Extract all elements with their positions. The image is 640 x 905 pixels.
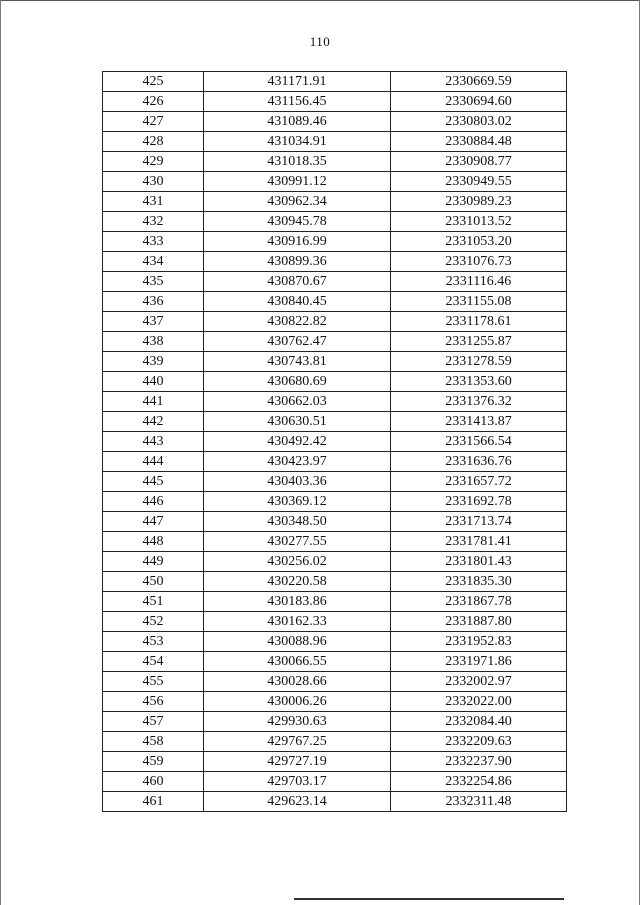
y-coordinate-cell: 2331657.72 <box>391 472 567 492</box>
point-number-cell: 429 <box>103 152 204 172</box>
point-number-cell: 447 <box>103 512 204 532</box>
table-row <box>103 192 567 212</box>
table-row <box>103 672 567 692</box>
point-number-cell: 459 <box>103 752 204 772</box>
table-row <box>103 492 567 512</box>
y-coordinate-cell: 2331255.87 <box>391 332 567 352</box>
x-coordinate-cell: 430066.55 <box>204 652 391 672</box>
point-number-cell: 431 <box>103 192 204 212</box>
table-row <box>103 112 567 132</box>
x-coordinate-cell: 430369.12 <box>204 492 391 512</box>
table-row <box>103 372 567 392</box>
point-number-cell: 426 <box>103 92 204 112</box>
table-row <box>103 612 567 632</box>
x-coordinate-cell: 430962.34 <box>204 192 391 212</box>
table-row <box>103 692 567 712</box>
x-coordinate-cell: 429727.19 <box>204 752 391 772</box>
page-edge-top <box>0 0 640 1</box>
point-number-cell: 452 <box>103 612 204 632</box>
point-number-cell: 456 <box>103 692 204 712</box>
x-coordinate-cell: 430662.03 <box>204 392 391 412</box>
y-coordinate-cell: 2331178.61 <box>391 312 567 332</box>
x-coordinate-cell: 430899.36 <box>204 252 391 272</box>
x-coordinate-cell: 430028.66 <box>204 672 391 692</box>
y-coordinate-cell: 2332209.63 <box>391 732 567 752</box>
y-coordinate-cell: 2331353.60 <box>391 372 567 392</box>
x-coordinate-cell: 429703.17 <box>204 772 391 792</box>
point-number-cell: 454 <box>103 652 204 672</box>
point-number-cell: 432 <box>103 212 204 232</box>
x-coordinate-cell: 430840.45 <box>204 292 391 312</box>
y-coordinate-cell: 2331116.46 <box>391 272 567 292</box>
table-row <box>103 252 567 272</box>
x-coordinate-cell: 430822.82 <box>204 312 391 332</box>
y-coordinate-cell: 2331636.76 <box>391 452 567 472</box>
point-number-cell: 435 <box>103 272 204 292</box>
table-row <box>103 232 567 252</box>
y-coordinate-cell: 2331781.41 <box>391 532 567 552</box>
y-coordinate-cell: 2331887.80 <box>391 612 567 632</box>
table-row <box>103 572 567 592</box>
table-row <box>103 652 567 672</box>
point-number-cell: 430 <box>103 172 204 192</box>
point-number-cell: 444 <box>103 452 204 472</box>
point-number-cell: 443 <box>103 432 204 452</box>
y-coordinate-cell: 2332022.00 <box>391 692 567 712</box>
point-number-cell: 460 <box>103 772 204 792</box>
table-row <box>103 352 567 372</box>
y-coordinate-cell: 2331155.08 <box>391 292 567 312</box>
y-coordinate-cell: 2331952.83 <box>391 632 567 652</box>
point-number-cell: 448 <box>103 532 204 552</box>
x-coordinate-cell: 430162.33 <box>204 612 391 632</box>
point-number-cell: 433 <box>103 232 204 252</box>
y-coordinate-cell: 2331835.30 <box>391 572 567 592</box>
y-coordinate-cell: 2330989.23 <box>391 192 567 212</box>
x-coordinate-cell: 430680.69 <box>204 372 391 392</box>
table-row <box>103 632 567 652</box>
table-row <box>103 412 567 432</box>
coordinates-table-body <box>103 72 567 812</box>
coordinates-table <box>102 71 567 812</box>
point-number-cell: 446 <box>103 492 204 512</box>
page-edge-left <box>0 0 1 905</box>
x-coordinate-cell: 430277.55 <box>204 532 391 552</box>
x-coordinate-cell: 430256.02 <box>204 552 391 572</box>
x-coordinate-cell: 429767.25 <box>204 732 391 752</box>
table-row <box>103 472 567 492</box>
x-coordinate-cell: 431089.46 <box>204 112 391 132</box>
x-coordinate-cell: 430088.96 <box>204 632 391 652</box>
point-number-cell: 455 <box>103 672 204 692</box>
y-coordinate-cell: 2332237.90 <box>391 752 567 772</box>
x-coordinate-cell: 430991.12 <box>204 172 391 192</box>
table-row <box>103 152 567 172</box>
y-coordinate-cell: 2331376.32 <box>391 392 567 412</box>
point-number-cell: 449 <box>103 552 204 572</box>
point-number-cell: 428 <box>103 132 204 152</box>
table-row <box>103 212 567 232</box>
x-coordinate-cell: 430743.81 <box>204 352 391 372</box>
point-number-cell: 458 <box>103 732 204 752</box>
y-coordinate-cell: 2332254.86 <box>391 772 567 792</box>
table-row <box>103 712 567 732</box>
x-coordinate-cell: 430348.50 <box>204 512 391 532</box>
y-coordinate-cell: 2332002.97 <box>391 672 567 692</box>
x-coordinate-cell: 430630.51 <box>204 412 391 432</box>
y-coordinate-cell: 2330908.77 <box>391 152 567 172</box>
table-row <box>103 592 567 612</box>
table-row <box>103 72 567 92</box>
x-coordinate-cell: 430183.86 <box>204 592 391 612</box>
x-coordinate-cell: 430945.78 <box>204 212 391 232</box>
y-coordinate-cell: 2331013.52 <box>391 212 567 232</box>
x-coordinate-cell: 430870.67 <box>204 272 391 292</box>
table-row <box>103 512 567 532</box>
y-coordinate-cell: 2331053.20 <box>391 232 567 252</box>
x-coordinate-cell: 430916.99 <box>204 232 391 252</box>
table-row <box>103 552 567 572</box>
x-coordinate-cell: 430492.42 <box>204 432 391 452</box>
table-row <box>103 132 567 152</box>
x-coordinate-cell: 431156.45 <box>204 92 391 112</box>
x-coordinate-cell: 431034.91 <box>204 132 391 152</box>
y-coordinate-cell: 2331867.78 <box>391 592 567 612</box>
page-bottom-rule <box>294 898 564 900</box>
y-coordinate-cell: 2330669.59 <box>391 72 567 92</box>
point-number-cell: 450 <box>103 572 204 592</box>
point-number-cell: 438 <box>103 332 204 352</box>
table-row <box>103 272 567 292</box>
x-coordinate-cell: 431018.35 <box>204 152 391 172</box>
table-row <box>103 452 567 472</box>
y-coordinate-cell: 2331278.59 <box>391 352 567 372</box>
x-coordinate-cell: 431171.91 <box>204 72 391 92</box>
table-row <box>103 92 567 112</box>
point-number-cell: 436 <box>103 292 204 312</box>
point-number-cell: 434 <box>103 252 204 272</box>
x-coordinate-cell: 429930.63 <box>204 712 391 732</box>
x-coordinate-cell: 430403.36 <box>204 472 391 492</box>
table-row <box>103 392 567 412</box>
page-number: 110 <box>309 34 331 49</box>
table-row <box>103 732 567 752</box>
y-coordinate-cell: 2330694.60 <box>391 92 567 112</box>
y-coordinate-cell: 2330884.48 <box>391 132 567 152</box>
y-coordinate-cell: 2330949.55 <box>391 172 567 192</box>
table-row <box>103 312 567 332</box>
point-number-cell: 441 <box>103 392 204 412</box>
x-coordinate-cell: 429623.14 <box>204 792 391 812</box>
table-row <box>103 432 567 452</box>
y-coordinate-cell: 2331076.73 <box>391 252 567 272</box>
x-coordinate-cell: 430006.26 <box>204 692 391 712</box>
y-coordinate-cell: 2331413.87 <box>391 412 567 432</box>
x-coordinate-cell: 430220.58 <box>204 572 391 592</box>
table-row <box>103 172 567 192</box>
point-number-cell: 437 <box>103 312 204 332</box>
point-number-cell: 425 <box>103 72 204 92</box>
point-number-cell: 461 <box>103 792 204 812</box>
y-coordinate-cell: 2331801.43 <box>391 552 567 572</box>
x-coordinate-cell: 430423.97 <box>204 452 391 472</box>
y-coordinate-cell: 2331566.54 <box>391 432 567 452</box>
y-coordinate-cell: 2331692.78 <box>391 492 567 512</box>
table-row <box>103 292 567 312</box>
table-row <box>103 772 567 792</box>
point-number-cell: 442 <box>103 412 204 432</box>
y-coordinate-cell: 2332084.40 <box>391 712 567 732</box>
y-coordinate-cell: 2332311.48 <box>391 792 567 812</box>
y-coordinate-cell: 2331971.86 <box>391 652 567 672</box>
point-number-cell: 451 <box>103 592 204 612</box>
y-coordinate-cell: 2331713.74 <box>391 512 567 532</box>
table-row <box>103 532 567 552</box>
point-number-cell: 457 <box>103 712 204 732</box>
table-row <box>103 792 567 812</box>
table-row <box>103 752 567 772</box>
x-coordinate-cell: 430762.47 <box>204 332 391 352</box>
point-number-cell: 445 <box>103 472 204 492</box>
y-coordinate-cell: 2330803.02 <box>391 112 567 132</box>
point-number-cell: 439 <box>103 352 204 372</box>
point-number-cell: 427 <box>103 112 204 132</box>
point-number-cell: 453 <box>103 632 204 652</box>
table-row <box>103 332 567 352</box>
point-number-cell: 440 <box>103 372 204 392</box>
